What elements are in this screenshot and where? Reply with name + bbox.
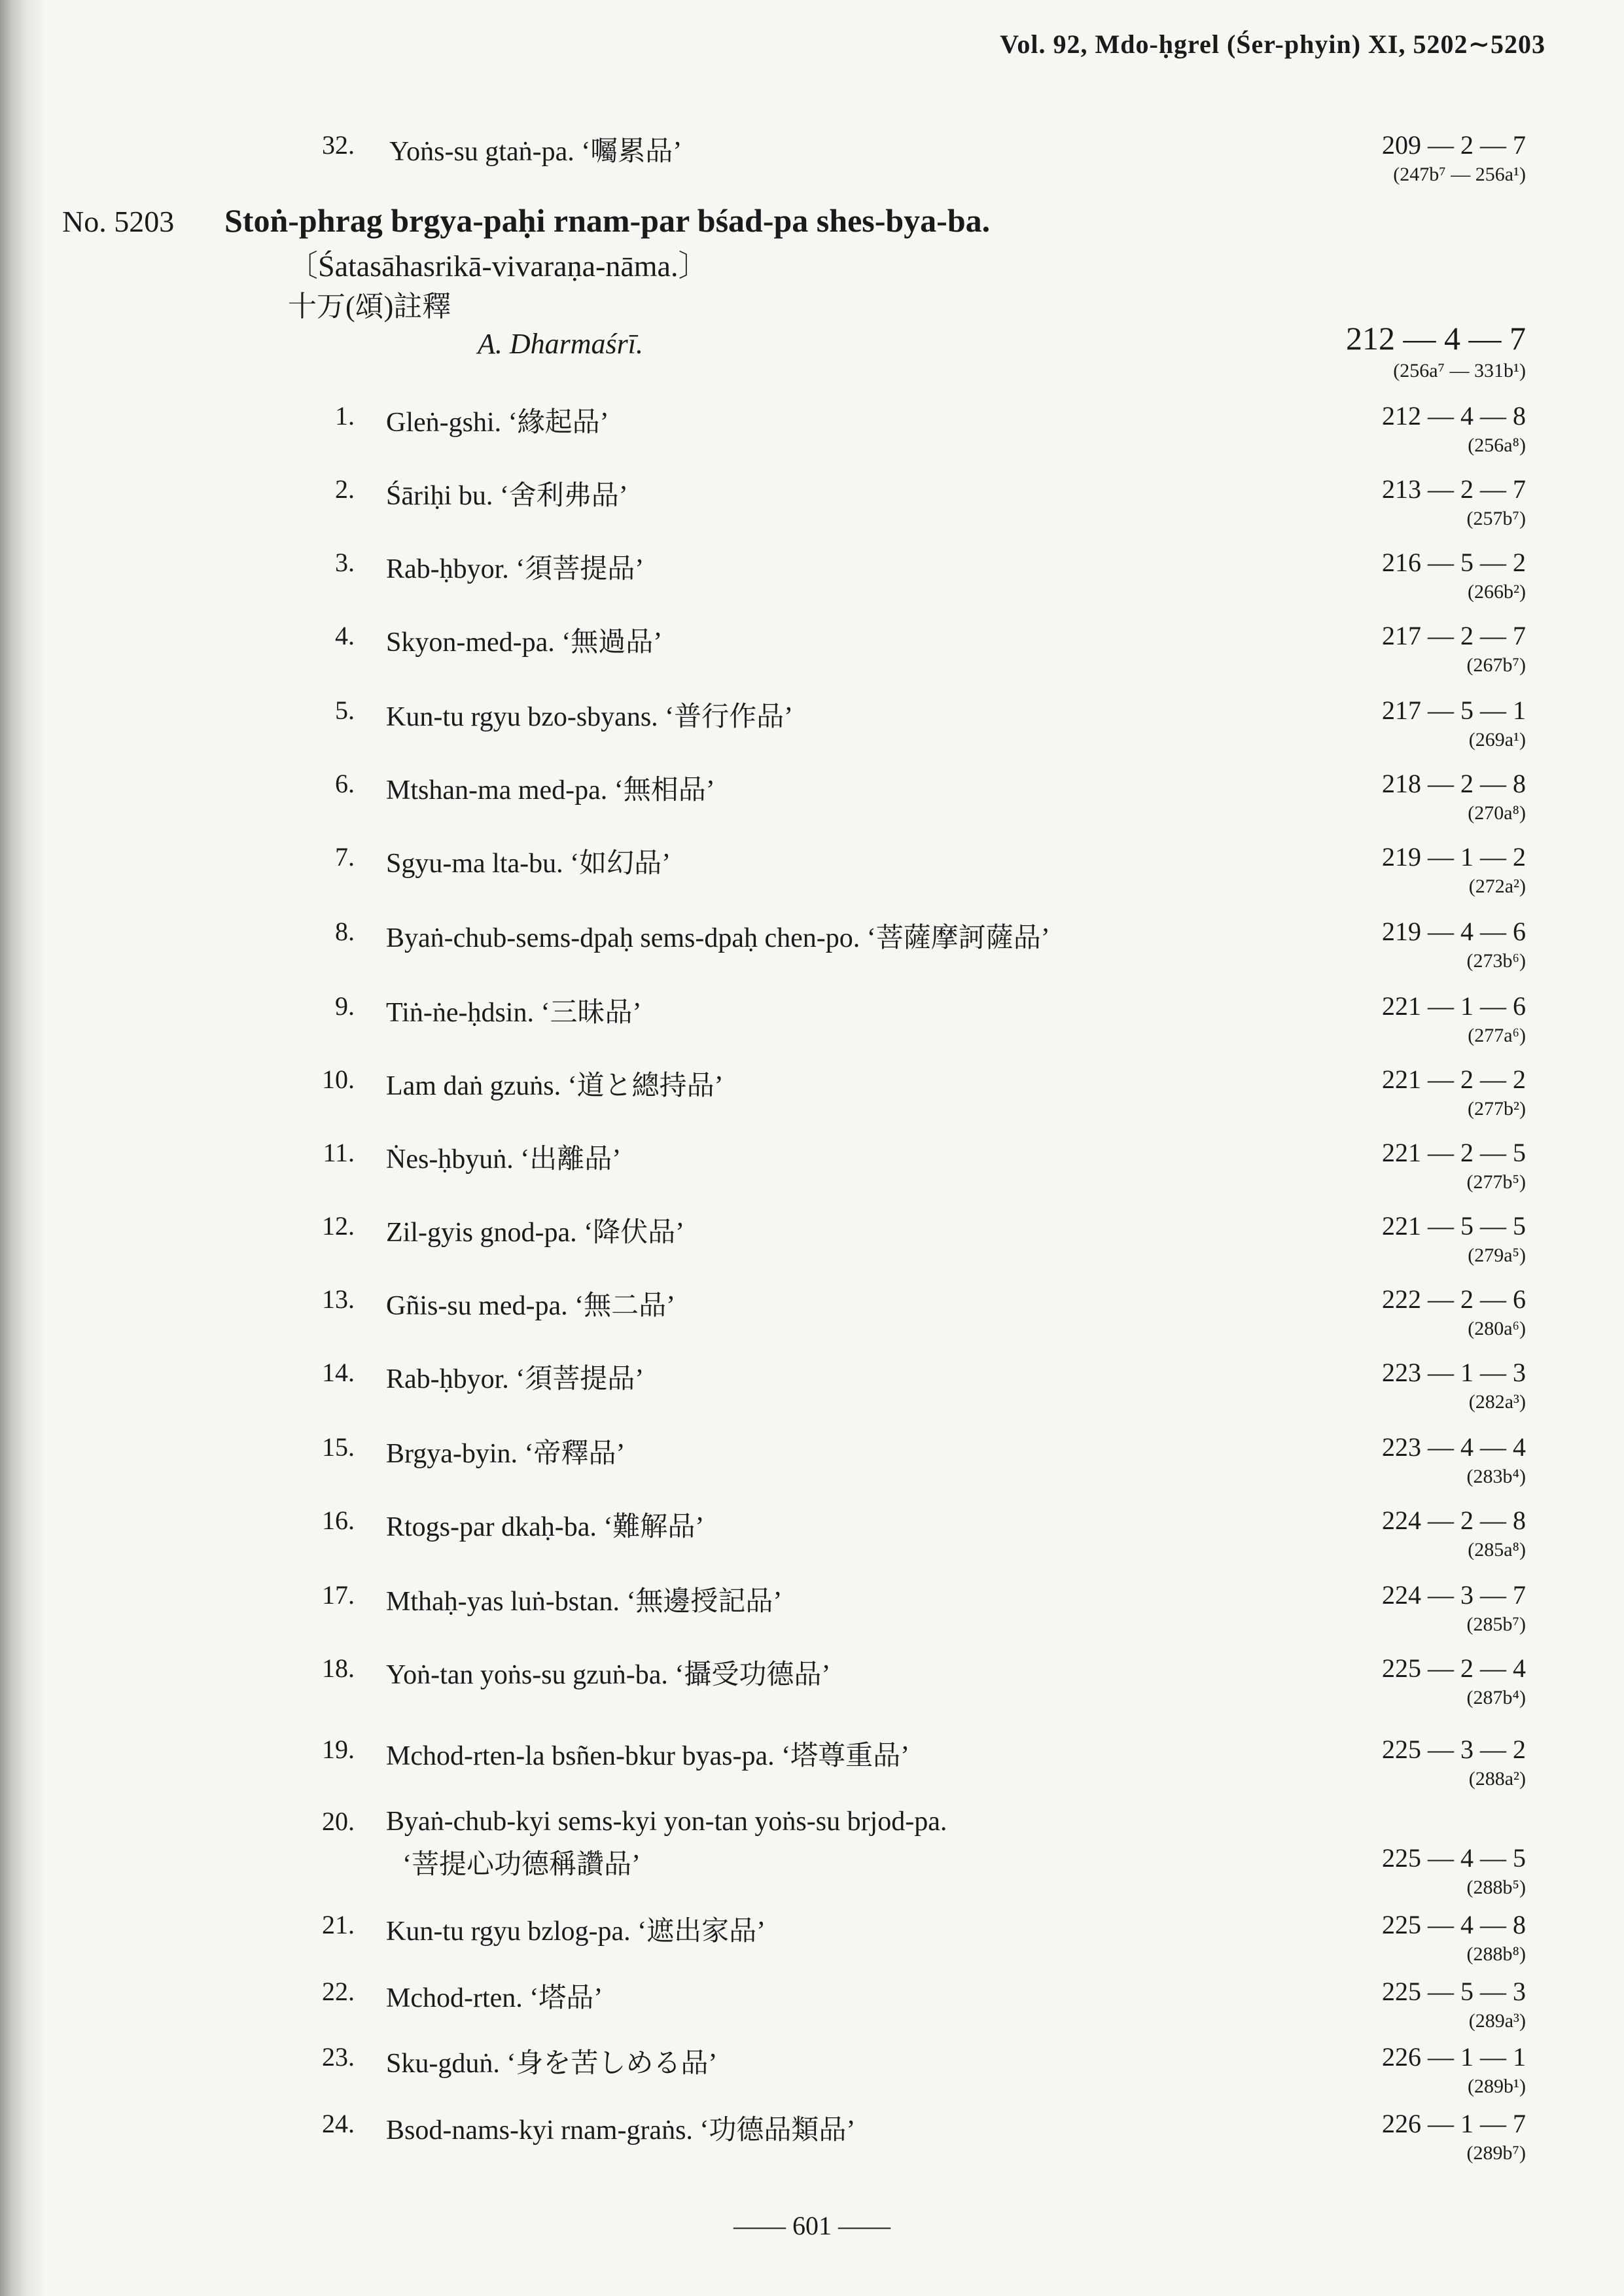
chapter-number: 5. — [335, 696, 355, 725]
chapter-number: 8. — [335, 917, 355, 946]
chapter-ref: 219 — 4 — 6 — [1382, 917, 1526, 946]
chapter-number: 18. — [322, 1653, 355, 1683]
chapter-title: Brgya-byin. ‘帝釋品’ — [386, 1439, 626, 1469]
chapter-ref: 222 — 2 — 6 — [1382, 1284, 1526, 1314]
chapter-number: 6. — [335, 769, 355, 798]
chapter-number: 11. — [323, 1138, 355, 1167]
running-head: Vol. 92, Mdo-ḥgrel (Śer-phyin) XI, 5202∼5203 — [1000, 29, 1545, 59]
chapter-ref: 224 — 3 — 7 — [1382, 1580, 1526, 1610]
chapter-folio: (279a⁵) — [1468, 1245, 1526, 1266]
chapter-ref: 226 — 1 — 7 — [1382, 2109, 1526, 2138]
chapter-title: Rtogs-par dkaḥ-ba. ‘難解品’ — [386, 1512, 705, 1542]
chapter-number: 2. — [335, 474, 355, 504]
chapter-folio: (283b⁴) — [1466, 1466, 1526, 1487]
chapter-folio: (256a⁸) — [1468, 434, 1526, 456]
chapter-ref: 218 — 2 — 8 — [1382, 769, 1526, 798]
work-chinese-title: 十万(頌)註釋 — [288, 291, 451, 323]
prev-entry-number: 32. — [322, 130, 355, 160]
chapter-title: Byaṅ-chub-sems-dpaḥ sems-dpaḥ chen-po. ‘菩薩摩訶薩品’ — [386, 923, 1050, 953]
chapter-ref: 221 — 5 — 5 — [1382, 1211, 1526, 1241]
chapter-number: 1. — [335, 401, 355, 431]
chapter-ref: 225 — 5 — 3 — [1382, 1977, 1526, 2006]
chapter-folio: (277b²) — [1468, 1098, 1526, 1120]
chapter-title: Mthaḥ-yas luṅ-bstan. ‘無邊授記品’ — [386, 1587, 783, 1617]
chapter-title: Byaṅ-chub-kyi sems-kyi yon-tan yoṅs-su brjod-pa. — [386, 1807, 947, 1837]
work-ref: 212 — 4 — 7 — [1346, 320, 1526, 357]
chapter-title: Rab-ḥbyor. ‘須菩提品’ — [386, 554, 644, 584]
chapter-title: Sgyu-ma lta-bu. ‘如幻品’ — [386, 849, 671, 879]
chapter-number: 10. — [322, 1065, 355, 1094]
chapter-title: Sku-gduṅ. ‘身を苦しめる品’ — [386, 2049, 718, 2079]
chapter-ref: 225 — 4 — 5 — [1382, 1843, 1526, 1873]
page-number: —— 601 —— — [733, 2211, 891, 2240]
chapter-title: Kun-tu rgyu bzo-sbyans. ‘普行作品’ — [386, 702, 794, 732]
prev-entry-title: Yoṅs-su gtaṅ-pa. ‘囑累品’ — [389, 137, 682, 167]
chapter-ref: 221 — 1 — 6 — [1382, 991, 1526, 1021]
chapter-folio: (266b²) — [1468, 581, 1526, 603]
chapter-title: Gñis-su med-pa. ‘無二品’ — [386, 1291, 676, 1321]
chapter-number: 3. — [335, 548, 355, 577]
chapter-title: Mtshan-ma med-pa. ‘無相品’ — [386, 775, 715, 805]
chapter-ref: 221 — 2 — 2 — [1382, 1065, 1526, 1094]
chapter-folio: (269a¹) — [1468, 729, 1526, 751]
chapter-number: 9. — [335, 991, 355, 1021]
chapter-number: 20. — [322, 1807, 355, 1836]
chapter-number: 15. — [322, 1432, 355, 1462]
chapter-ref: 223 — 4 — 4 — [1382, 1432, 1526, 1462]
chapter-title: Skyon-med-pa. ‘無過品’ — [386, 627, 663, 658]
chapter-number: 7. — [335, 842, 355, 872]
chapter-title: Zil-gyis gnod-pa. ‘降伏品’ — [386, 1218, 685, 1248]
chapter-title: Lam daṅ gzuṅs. ‘道と總持品’ — [386, 1071, 724, 1101]
chapter-folio: (277a⁶) — [1468, 1025, 1526, 1046]
chapter-ref: 221 — 2 — 5 — [1382, 1138, 1526, 1167]
chapter-title: Yoṅ-tan yoṅs-su gzuṅ-ba. ‘攝受功德品’ — [386, 1660, 831, 1690]
chapter-number: 4. — [335, 621, 355, 650]
scan-edge — [0, 0, 46, 2296]
chapter-title: Gleṅ-gshi. ‘緣起品’ — [386, 408, 609, 438]
chapter-ref: 225 — 3 — 2 — [1382, 1735, 1526, 1764]
chapter-number: 19. — [322, 1735, 355, 1764]
work-title: Stoṅ-phrag brgya-paḥi rnam-par bśad-pa shes-bya-ba. — [224, 202, 991, 239]
chapter-number: 13. — [322, 1284, 355, 1314]
chapter-title: Bsod-nams-kyi rnam-graṅs. ‘功德品類品’ — [386, 2115, 856, 2146]
chapter-ref: 225 — 4 — 8 — [1382, 1910, 1526, 1939]
chapter-folio: (288a²) — [1468, 1768, 1526, 1790]
chapter-number: 22. — [322, 1977, 355, 2006]
chapter-folio: (282a³) — [1468, 1391, 1526, 1413]
chapter-folio: (287b⁴) — [1466, 1687, 1526, 1708]
chapter-number: 16. — [322, 1506, 355, 1535]
chapter-folio: (289a³) — [1468, 2010, 1526, 2032]
chapter-folio: (288b⁸) — [1466, 1943, 1526, 1965]
chapter-title: Śāriḥi bu. ‘舍利弗品’ — [386, 481, 628, 511]
chapter-ref: 223 — 1 — 3 — [1382, 1358, 1526, 1387]
chapter-ref: 213 — 2 — 7 — [1382, 474, 1526, 504]
chapter-title: Tiṅ-ṅe-ḥdsin. ‘三昧品’ — [386, 998, 642, 1028]
chapter-folio: (273b⁶) — [1466, 950, 1526, 972]
chapter-folio: (280a⁶) — [1468, 1318, 1526, 1339]
chapter-folio: (270a⁸) — [1468, 802, 1526, 824]
chapter-ref: 217 — 2 — 7 — [1382, 621, 1526, 650]
work-sanskrit-title: 〔Śatasāhasrikā-vivaraṇa-nāma.〕 — [288, 249, 709, 283]
chapter-folio: (289b¹) — [1468, 2075, 1526, 2097]
chapter-title: Ṅes-ḥbyuṅ. ‘出離品’ — [386, 1144, 622, 1174]
chapter-folio: (285b⁷) — [1466, 1614, 1526, 1635]
chapter-title: Kun-tu rgyu bzlog-pa. ‘遮出家品’ — [386, 1916, 766, 1947]
chapter-ref: 219 — 1 — 2 — [1382, 842, 1526, 872]
chapter-title: Mchod-rten-la bsñen-bkur byas-pa. ‘塔尊重品’ — [386, 1741, 910, 1771]
chapter-folio: (288b⁵) — [1466, 1877, 1526, 1898]
chapter-folio: (289b⁷) — [1466, 2142, 1526, 2164]
chapter-number: 21. — [322, 1910, 355, 1939]
prev-entry-ref: 209 — 2 — 7 — [1382, 130, 1526, 160]
chapter-title: Mchod-rten. ‘塔品’ — [386, 1983, 603, 2013]
chapter-title: Rab-ḥbyor. ‘須菩提品’ — [386, 1364, 644, 1394]
chapter-number: 14. — [322, 1358, 355, 1387]
chapter-folio: (272a²) — [1468, 875, 1526, 897]
chapter-ref: 212 — 4 — 8 — [1382, 401, 1526, 431]
chapter-ref: 224 — 2 — 8 — [1382, 1506, 1526, 1535]
chapter-ref: 225 — 2 — 4 — [1382, 1653, 1526, 1683]
chapter-ref: 216 — 5 — 2 — [1382, 548, 1526, 577]
chapter-folio: (257b⁷) — [1466, 508, 1526, 529]
chapter-ref: 217 — 5 — 1 — [1382, 696, 1526, 725]
work-author: A. Dharmaśrī. — [478, 328, 644, 360]
chapter-ref: 226 — 1 — 1 — [1382, 2042, 1526, 2072]
work-number: No. 5203 — [62, 205, 175, 238]
work-folio: (256a⁷ — 331b¹) — [1393, 360, 1526, 381]
chapter-folio: (277b⁵) — [1466, 1171, 1526, 1193]
chapter-number: 24. — [322, 2109, 355, 2138]
chapter-folio: (285a⁸) — [1468, 1539, 1526, 1561]
chapter-title-continued: ‘菩提心功德稱讚品’ — [402, 1850, 641, 1880]
chapter-folio: (267b⁷) — [1466, 654, 1526, 676]
chapter-number: 12. — [322, 1211, 355, 1241]
prev-entry-folio: (247b⁷ — 256a¹) — [1393, 164, 1526, 185]
chapter-number: 23. — [322, 2042, 355, 2072]
chapter-number: 17. — [322, 1580, 355, 1610]
